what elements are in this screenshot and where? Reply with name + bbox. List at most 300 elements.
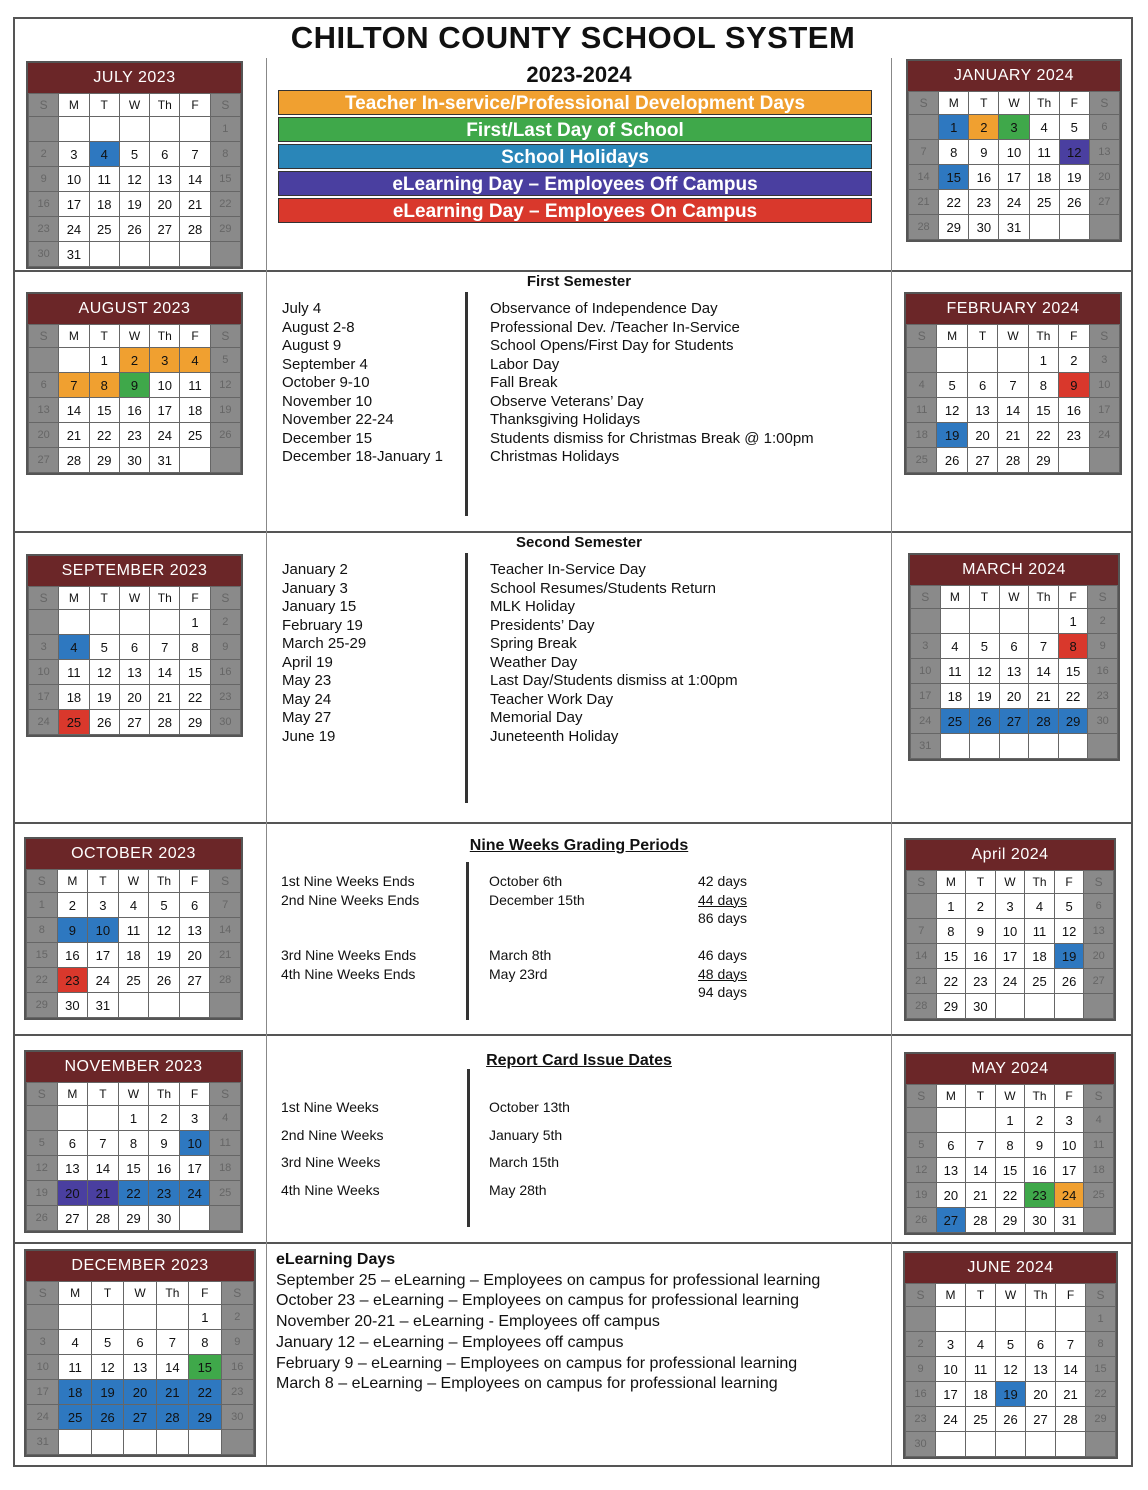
month-name: JULY 2023 [28, 63, 241, 93]
calendar-day [124, 1305, 156, 1330]
calendar-day: 17 [911, 684, 941, 709]
calendar-day: 7 [180, 142, 210, 167]
calendar-day [29, 348, 59, 373]
calendar-day: 10 [999, 140, 1029, 165]
calendar-day: 11 [118, 918, 149, 943]
grading-periods-heading: Nine Weeks Grading Periods [469, 837, 689, 854]
weekday-header: T [967, 325, 997, 348]
calendar-day: 19 [91, 1380, 123, 1405]
calendar-day: 30 [221, 1405, 253, 1430]
calendar-day: 12 [907, 1158, 937, 1183]
calendar-day [124, 1430, 156, 1455]
weekday-header: S [210, 325, 240, 348]
calendar-day: 24 [88, 968, 119, 993]
calendar-day [940, 609, 970, 634]
event-description: Fall Break [490, 374, 558, 391]
weekday-header: W [119, 94, 149, 117]
day-count: 44 days [698, 891, 748, 908]
event-description: Christmas Holidays [490, 448, 620, 465]
calendar-day: 2 [210, 610, 240, 635]
calendar-october-2023 [24, 837, 243, 1020]
calendar-july-2023 [26, 61, 243, 269]
event-description: Professional Dev. /Teacher In-Service [490, 318, 740, 336]
calendar-day: 14 [88, 1156, 119, 1181]
calendar-day: 12 [1054, 919, 1084, 944]
calendar-day: 5 [907, 1133, 937, 1158]
calendar-day: 18 [89, 192, 119, 217]
weekday-header: M [936, 1085, 966, 1108]
calendar-day: 14 [180, 167, 210, 192]
weekday-header: S [907, 1085, 937, 1108]
calendar-day: 19 [996, 1382, 1026, 1407]
calendar-day [91, 1305, 123, 1330]
calendar-day: 7 [88, 1131, 119, 1156]
calendar-day: 22 [27, 968, 58, 993]
calendar-day: 18 [210, 1156, 241, 1181]
calendar-day: 3 [88, 893, 119, 918]
weekday-header: S [1084, 1085, 1114, 1108]
calendar-day: 18 [1084, 1158, 1114, 1183]
calendar-day: 30 [1025, 1208, 1055, 1233]
calendar-day: 29 [1058, 709, 1088, 734]
calendar-day: 23 [966, 969, 996, 994]
event-description: Labor Day [490, 355, 560, 373]
calendar-day: 31 [999, 215, 1029, 240]
weekday-header: F [1054, 871, 1084, 894]
calendar-day: 5 [1059, 115, 1089, 140]
calendar-day: 2 [57, 893, 88, 918]
grading-date: May 23rd [489, 965, 548, 982]
weekday-header: T [966, 1284, 996, 1307]
calendar-day: 23 [149, 1181, 180, 1206]
calendar-day [89, 117, 119, 142]
calendar-day [59, 1430, 91, 1455]
calendar-day: 19 [937, 423, 967, 448]
event-description: Teacher Work Day [490, 690, 614, 708]
calendar-day: 27 [150, 217, 180, 242]
calendar-day: 4 [1084, 1108, 1114, 1133]
calendar-day: 2 [906, 1332, 936, 1357]
second-semester-dates [282, 561, 366, 746]
weekday-header: Th [1028, 325, 1058, 348]
calendar-day: 19 [1059, 165, 1089, 190]
month-name: NOVEMBER 2023 [26, 1052, 241, 1082]
calendar-day: 3 [1054, 1108, 1084, 1133]
calendar-day: 25 [1025, 969, 1055, 994]
calendar-day: 21 [156, 1380, 188, 1405]
calendar-day [1088, 734, 1118, 759]
calendar-day: 23 [906, 1407, 936, 1432]
calendar-day: 13 [1089, 140, 1119, 165]
divider [13, 1034, 1133, 1036]
month-name: April 2024 [906, 840, 1114, 870]
weekday-header: W [119, 587, 149, 610]
calendar-day: 3 [29, 635, 59, 660]
calendar-day: 31 [88, 993, 119, 1018]
calendar-day: 7 [210, 893, 241, 918]
calendar-day: 5 [27, 1131, 58, 1156]
calendar-day: 16 [1059, 398, 1089, 423]
calendar-day [970, 609, 1000, 634]
weekday-header: F [179, 1083, 210, 1106]
grading-sem2-labels [281, 946, 416, 983]
calendar-day: 27 [29, 448, 59, 473]
calendar-day [1084, 994, 1114, 1019]
weekday-header: F [1059, 92, 1089, 115]
calendar-day: 13 [1084, 919, 1114, 944]
calendar-day: 18 [1029, 165, 1059, 190]
event-date: February 19 [282, 616, 363, 634]
calendar-day: 12 [996, 1357, 1026, 1382]
calendar-day: 24 [27, 1405, 59, 1430]
calendar-day: 15 [1058, 659, 1088, 684]
calendar-day: 16 [1088, 659, 1118, 684]
calendar-day: 29 [210, 217, 240, 242]
calendar-day: 24 [936, 1407, 966, 1432]
calendar-day: 17 [27, 1380, 59, 1405]
calendar-day: 1 [936, 894, 966, 919]
calendar-day: 8 [1058, 634, 1088, 659]
calendar-day [150, 610, 180, 635]
calendar-day [937, 348, 967, 373]
first-semester-events [490, 300, 814, 467]
calendar-day: 25 [59, 1405, 91, 1430]
divider [13, 531, 1133, 533]
calendar-day: 30 [210, 710, 240, 735]
calendar-day: 15 [995, 1158, 1025, 1183]
calendar-day: 29 [936, 994, 966, 1019]
weekday-header: T [89, 587, 119, 610]
calendar-day: 24 [995, 969, 1025, 994]
calendar-day [180, 242, 210, 267]
calendar-day [1026, 1307, 1056, 1332]
calendar-day: 9 [29, 167, 59, 192]
weekday-header: F [1056, 1284, 1086, 1307]
calendar-day: 11 [1084, 1133, 1114, 1158]
calendar-day: 29 [1086, 1407, 1116, 1432]
calendar-day: 1 [939, 115, 969, 140]
calendar-day [88, 1106, 119, 1131]
calendar-may-2024 [904, 1052, 1116, 1235]
calendar-day [59, 1305, 91, 1330]
calendar-day: 8 [180, 635, 210, 660]
calendar-day: 4 [180, 348, 210, 373]
calendar-day: 16 [210, 660, 240, 685]
event-description: MLK Holiday [490, 598, 576, 615]
weekday-header: Th [1026, 1284, 1056, 1307]
calendar-day: 10 [179, 1131, 210, 1156]
calendar-day [1084, 1208, 1114, 1233]
calendar-day: 6 [1084, 894, 1114, 919]
calendar-day: 25 [118, 968, 149, 993]
elearning-line: March 8 – eLearning – Employees on campus for professional learning [276, 1375, 778, 1393]
event-date: January 2 [282, 561, 348, 578]
calendar-day: 6 [1089, 115, 1119, 140]
calendar-day: 14 [150, 660, 180, 685]
calendar-day: 23 [29, 217, 59, 242]
calendar-day: 9 [1025, 1133, 1055, 1158]
weekday-header: S [909, 92, 939, 115]
calendar-day: 30 [149, 1206, 180, 1231]
calendar-day: 6 [57, 1131, 88, 1156]
calendar-day [1058, 734, 1088, 759]
weekday-header: Th [150, 94, 180, 117]
calendar-day [29, 117, 59, 142]
calendar-day: 6 [119, 635, 149, 660]
calendar-day: 19 [907, 1183, 937, 1208]
weekday-header: M [57, 870, 88, 893]
calendar-day: 2 [29, 142, 59, 167]
calendar-day: 4 [59, 1330, 91, 1355]
calendar-day: 11 [180, 373, 210, 398]
calendar-day [27, 1305, 59, 1330]
calendar-day [1029, 215, 1059, 240]
calendar-day: 3 [179, 1106, 210, 1131]
calendar-day [1029, 609, 1059, 634]
weekday-header: S [29, 325, 59, 348]
calendar-day: 14 [998, 398, 1028, 423]
calendar-day: 25 [210, 1181, 241, 1206]
calendar-day: 4 [966, 1332, 996, 1357]
weekday-header: M [939, 92, 969, 115]
calendar-day [156, 1305, 188, 1330]
calendar-day: 1 [118, 1106, 149, 1131]
calendar-day: 9 [57, 918, 88, 943]
report-date: October 13th [489, 1099, 570, 1115]
calendar-day: 7 [907, 919, 937, 944]
calendar-day: 10 [936, 1357, 966, 1382]
weekday-header: M [57, 1083, 88, 1106]
calendar-day: 4 [940, 634, 970, 659]
calendar-day: 5 [996, 1332, 1026, 1357]
weekday-header: S [1088, 586, 1118, 609]
calendar-day: 20 [57, 1181, 88, 1206]
calendar-day [999, 734, 1029, 759]
weekday-header: W [118, 1083, 149, 1106]
calendar-day: 23 [1025, 1183, 1055, 1208]
calendar-day [907, 1108, 937, 1133]
calendar-day: 4 [210, 1106, 241, 1131]
calendar-january-2024 [906, 59, 1122, 242]
calendar-day: 16 [57, 943, 88, 968]
calendar-day: 13 [57, 1156, 88, 1181]
calendar-day [210, 242, 240, 267]
calendar-day [210, 993, 241, 1018]
grading-label: 2nd Nine Weeks Ends [281, 891, 420, 908]
calendar-day: 28 [150, 710, 180, 735]
weekday-header: S [911, 586, 941, 609]
calendar-day: 20 [179, 943, 210, 968]
weekday-header: T [966, 1085, 996, 1108]
calendar-day: 15 [118, 1156, 149, 1181]
calendar-day: 15 [936, 944, 966, 969]
calendar-day: 28 [907, 994, 937, 1019]
grading-sem1-dates [489, 872, 585, 909]
calendar-day: 14 [210, 918, 241, 943]
calendar-day: 26 [89, 710, 119, 735]
calendar-day [180, 117, 210, 142]
calendar-day: 26 [970, 709, 1000, 734]
calendar-day: 12 [210, 373, 240, 398]
calendar-day: 13 [936, 1158, 966, 1183]
calendar-day: 8 [189, 1330, 221, 1355]
calendar-day: 11 [1029, 140, 1059, 165]
calendar-day: 1 [210, 117, 240, 142]
calendar-day: 30 [57, 993, 88, 1018]
calendar-day [180, 448, 210, 473]
calendar-day [1086, 1432, 1116, 1457]
calendar-day: 30 [966, 994, 996, 1019]
day-count: 46 days [698, 947, 748, 963]
calendar-day: 27 [936, 1208, 966, 1233]
calendar-day: 8 [210, 142, 240, 167]
calendar-day: 10 [1089, 373, 1119, 398]
weekday-header: T [88, 870, 119, 893]
weekday-header: S [27, 870, 58, 893]
weekday-header: F [1054, 1085, 1084, 1108]
weekday-header: F [1059, 325, 1089, 348]
weekday-header: M [59, 325, 89, 348]
calendar-day: 12 [27, 1156, 58, 1181]
weekday-header: M [59, 587, 89, 610]
weekday-header: W [118, 870, 149, 893]
weekday-header: F [180, 587, 210, 610]
calendar-day: 22 [118, 1181, 149, 1206]
grading-date: March 8th [489, 947, 552, 963]
weekday-header: W [999, 92, 1029, 115]
calendar-day: 9 [119, 373, 149, 398]
calendar-day: 4 [59, 635, 89, 660]
calendar-day [936, 1432, 966, 1457]
event-description: Students dismiss for Christmas Break @ 1:00pm [490, 429, 814, 447]
calendar-day: 26 [1059, 190, 1089, 215]
event-date: September 4 [282, 355, 368, 373]
divider [891, 58, 892, 1465]
calendar-day [27, 1106, 58, 1131]
calendar-day: 29 [995, 1208, 1025, 1233]
grading-sem1-labels [281, 872, 419, 909]
weekday-header: M [936, 1284, 966, 1307]
calendar-day [1059, 448, 1089, 473]
calendar-day: 24 [999, 190, 1029, 215]
calendar-day: 14 [966, 1158, 996, 1183]
calendar-day: 20 [999, 684, 1029, 709]
weekday-header: Th [1025, 1085, 1055, 1108]
calendar-day: 22 [995, 1183, 1025, 1208]
calendar-day: 24 [29, 710, 59, 735]
calendar-day [1089, 448, 1119, 473]
calendar-day: 6 [150, 142, 180, 167]
calendar-day: 23 [1059, 423, 1089, 448]
weekday-header: W [119, 325, 149, 348]
event-date: May 23 [282, 672, 332, 689]
elearning-heading: eLearning Days [276, 1251, 396, 1268]
calendar-day: 1 [1058, 609, 1088, 634]
calendar-day: 22 [89, 423, 119, 448]
column-divider [465, 292, 468, 516]
event-date: June 19 [282, 727, 336, 745]
calendar-day [995, 994, 1025, 1019]
calendar-day: 1 [995, 1108, 1025, 1133]
calendar-day: 16 [119, 398, 149, 423]
weekday-header: F [179, 870, 210, 893]
calendar-day: 31 [27, 1430, 59, 1455]
column-divider [465, 553, 468, 803]
calendar-day: 2 [221, 1305, 253, 1330]
calendar-day: 7 [909, 140, 939, 165]
calendar-day: 28 [966, 1208, 996, 1233]
calendar-day [89, 242, 119, 267]
calendar-day: 6 [179, 893, 210, 918]
calendar-day [1056, 1307, 1086, 1332]
second-semester-heading: Second Semester [516, 534, 642, 551]
calendar-day: 16 [221, 1355, 253, 1380]
calendar-day: 25 [907, 448, 937, 473]
calendar-day: 16 [149, 1156, 180, 1181]
calendar-day: 3 [150, 348, 180, 373]
calendar-day: 26 [210, 423, 240, 448]
event-description: Weather Day [490, 653, 578, 671]
calendar-day: 31 [911, 734, 941, 759]
calendar-day: 8 [118, 1131, 149, 1156]
calendar-day: 26 [149, 968, 180, 993]
calendar-day: 9 [906, 1357, 936, 1382]
weekday-header: S [1084, 871, 1114, 894]
calendar-day: 7 [1056, 1332, 1086, 1357]
column-divider [466, 862, 469, 1020]
calendar-day: 10 [88, 918, 119, 943]
calendar-day: 27 [1084, 969, 1114, 994]
calendar-day: 9 [1059, 373, 1089, 398]
calendar-day: 15 [210, 167, 240, 192]
calendar-day: 28 [909, 215, 939, 240]
calendar-day: 21 [59, 423, 89, 448]
calendar-day: 22 [180, 685, 210, 710]
calendar-day: 10 [27, 1355, 59, 1380]
calendar-day: 29 [189, 1405, 221, 1430]
calendar-day: 26 [996, 1407, 1026, 1432]
calendar-day: 27 [999, 709, 1029, 734]
calendar-day: 27 [57, 1206, 88, 1231]
calendar-day: 13 [967, 398, 997, 423]
calendar-day: 21 [1056, 1382, 1086, 1407]
first-semester-dates [282, 300, 443, 467]
column-divider [467, 1069, 470, 1227]
elearning-line: September 25 – eLearning – Employees on campus for professional learning [276, 1271, 821, 1289]
calendar-day: 4 [1025, 894, 1055, 919]
calendar-day [210, 448, 240, 473]
weekday-header: Th [150, 325, 180, 348]
weekday-header: F [1058, 586, 1088, 609]
weekday-header: W [999, 586, 1029, 609]
day-count: 48 days [698, 965, 748, 982]
calendar-august-2023 [26, 292, 243, 475]
event-date: January 3 [282, 579, 348, 597]
report-label: 3rd Nine Weeks [281, 1154, 381, 1170]
calendar-day: 13 [1026, 1357, 1056, 1382]
calendar-day: 12 [937, 398, 967, 423]
calendar-day: 22 [939, 190, 969, 215]
calendar-day: 13 [124, 1355, 156, 1380]
calendar-day: 28 [1056, 1407, 1086, 1432]
calendar-day: 8 [27, 918, 58, 943]
month-name: SEPTEMBER 2023 [28, 556, 241, 586]
calendar-day: 20 [124, 1380, 156, 1405]
weekday-header: S [221, 1282, 253, 1305]
day-total: 94 days [698, 984, 748, 1000]
calendar-day: 28 [1029, 709, 1059, 734]
weekday-header: F [180, 94, 210, 117]
